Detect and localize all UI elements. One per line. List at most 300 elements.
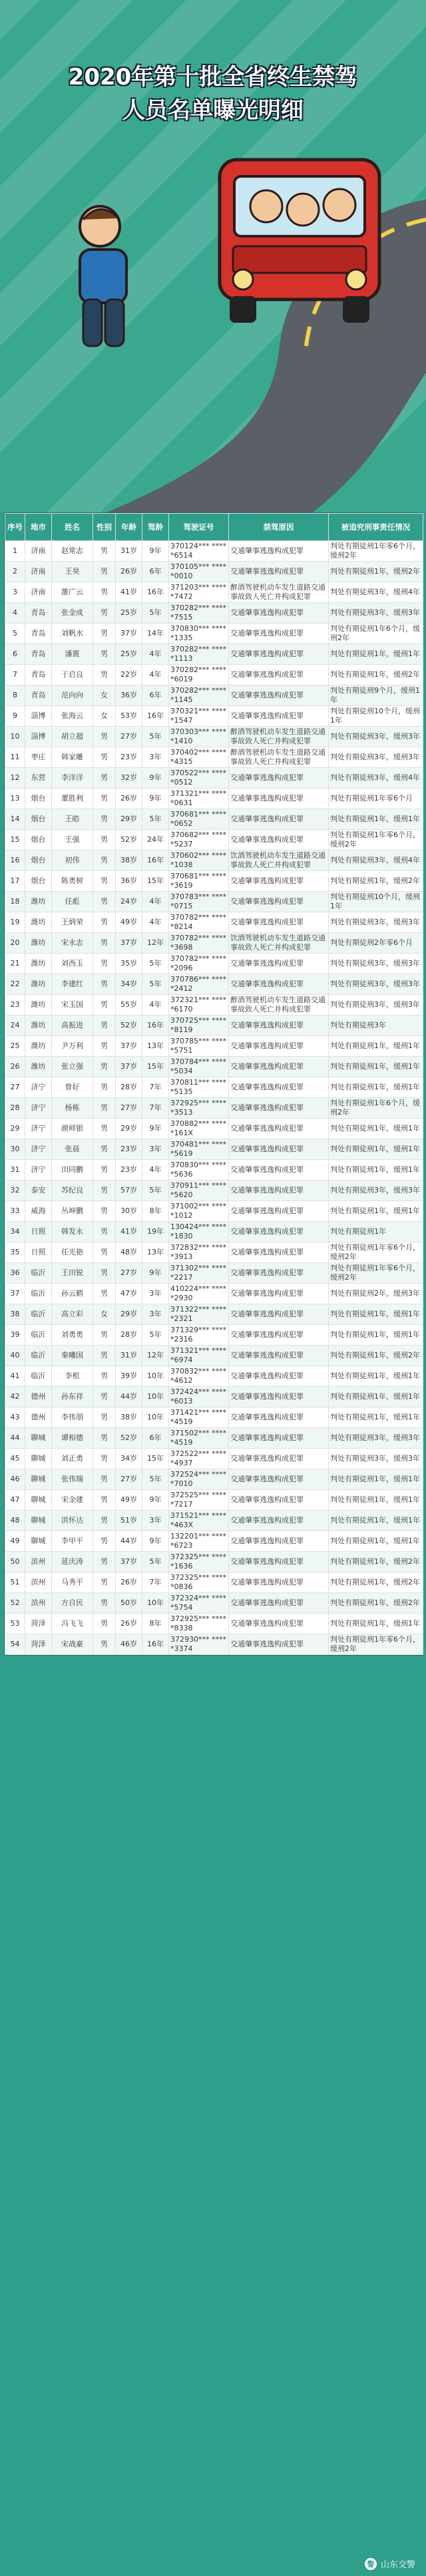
- cell-col-name: 陈勇树: [52, 871, 93, 892]
- cell-col-name: 宋永志: [52, 933, 93, 954]
- cell-col-penalty: 判处有期徒刑1年零6个月，缓刑2年: [329, 1634, 423, 1655]
- cell-col-driving-years: 9年: [142, 1531, 169, 1552]
- cell-col-name: 苏纪良: [52, 1181, 93, 1201]
- cell-col-index: 15: [5, 830, 25, 850]
- cell-col-gender: 男: [93, 1346, 116, 1366]
- cell-col-gender: 男: [93, 1098, 116, 1119]
- cell-col-name: 李甲平: [52, 1531, 93, 1552]
- header-col-city: 地市: [25, 514, 52, 541]
- cell-col-reason: 交通肇事逃逸构成犯罪: [229, 1325, 329, 1346]
- cell-col-penalty: 判处有期徒刑3年，缓刑3年: [329, 912, 423, 933]
- cell-col-age: 37岁: [116, 624, 142, 644]
- cell-col-age: 30岁: [116, 1201, 142, 1222]
- cell-col-index: 3: [5, 582, 25, 603]
- cell-col-penalty: 判处有期徒刑1年零6个月，缓刑2年: [329, 541, 423, 562]
- cell-col-gender: 男: [93, 1572, 116, 1593]
- table-row: [5, 1531, 423, 1552]
- cell-col-index: 41: [5, 1366, 25, 1387]
- cell-col-license: 370303*** *****1410: [169, 727, 229, 747]
- cell-col-name: 任光艳: [52, 1242, 93, 1263]
- cell-col-driving-years: 5年: [142, 809, 169, 830]
- cell-col-driving-years: 3年: [142, 747, 169, 768]
- cell-col-penalty: 判处有期徒刑3年，缓刑3年: [329, 974, 423, 995]
- cell-col-gender: 男: [93, 665, 116, 685]
- table-row: [5, 1057, 423, 1077]
- cell-col-name: 马秀平: [52, 1572, 93, 1593]
- cell-col-gender: 男: [93, 1407, 116, 1428]
- cell-col-license: 370681*** *****0652: [169, 809, 229, 830]
- cell-col-index: 44: [5, 1428, 25, 1449]
- cell-col-penalty: 判处有期徒刑3年，缓刑3年: [329, 954, 423, 974]
- cell-col-reason: 交通肇事逃逸构成犯罪: [229, 954, 329, 974]
- cell-col-index: 45: [5, 1449, 25, 1469]
- cell-col-city: 淄博: [25, 706, 52, 727]
- cell-col-index: 32: [5, 1181, 25, 1201]
- brand-watermark: [365, 2557, 415, 2570]
- cell-col-reason: 交通肇事逃逸构成犯罪: [229, 1428, 329, 1449]
- cell-col-reason: 交通肇事逃逸构成犯罪: [229, 1552, 329, 1572]
- cell-col-city: 滨州: [25, 1552, 52, 1572]
- cell-col-driving-years: 8年: [142, 1201, 169, 1222]
- cell-col-license: 371322*** *****2321: [169, 1304, 229, 1325]
- cell-col-penalty: 判处有期徒刑1年，缓刑1年: [329, 1614, 423, 1634]
- cell-col-penalty: 判处有期徒刑1年，缓刑1年: [329, 1057, 423, 1077]
- cell-col-driving-years: 4年: [142, 665, 169, 685]
- cell-col-license: 370782*** *****2096: [169, 954, 229, 974]
- cell-col-driving-years: 16年: [142, 850, 169, 871]
- cell-col-reason: 交通肇事逃逸构成犯罪: [229, 1407, 329, 1428]
- cell-col-name: 王强: [52, 830, 93, 850]
- cell-col-driving-years: 9年: [142, 1263, 169, 1284]
- cell-col-penalty: 判处有期徒刑1年，缓刑1年: [329, 1366, 423, 1387]
- cell-col-driving-years: 9年: [142, 1119, 169, 1139]
- table-row: [5, 954, 423, 974]
- cell-col-license: 370882*** *****161X: [169, 1119, 229, 1139]
- cell-col-name: 宋玉国: [52, 995, 93, 1015]
- cell-col-gender: 男: [93, 974, 116, 995]
- cell-col-index: 36: [5, 1263, 25, 1284]
- cell-col-age: 44岁: [116, 1387, 142, 1407]
- cell-col-index: 31: [5, 1160, 25, 1181]
- cell-col-penalty: 判处有期徒刑10个月，缓刑1年: [329, 892, 423, 912]
- cell-col-penalty: 判处有期徒刑1年零6个月，缓刑2年: [329, 830, 423, 850]
- cell-col-license: 370522*** *****0512: [169, 768, 229, 789]
- cell-col-index: 53: [5, 1614, 25, 1634]
- cell-col-age: 57岁: [116, 1181, 142, 1201]
- table-row: [5, 1181, 423, 1201]
- cell-col-license: 370911*** *****5620: [169, 1181, 229, 1201]
- cell-col-age: 36岁: [116, 871, 142, 892]
- page-subtitle: 人员名单曝光明细: [122, 97, 304, 124]
- cell-col-age: 31岁: [116, 541, 142, 562]
- header-col-driving-years: 驾龄: [142, 514, 169, 541]
- cell-col-name: 初伟: [52, 850, 93, 871]
- cell-col-license: 371521*** *****463X: [169, 1511, 229, 1531]
- cell-col-city: 潍坊: [25, 1057, 52, 1077]
- table-row: [5, 603, 423, 624]
- cell-col-city: 聊城: [25, 1511, 52, 1531]
- table-row: [5, 1449, 423, 1469]
- cell-col-name: 李根: [52, 1366, 93, 1387]
- cell-col-penalty: 判处有期徒刑1年，缓刑1年: [329, 1160, 423, 1181]
- cell-col-age: 52岁: [116, 1428, 142, 1449]
- cell-col-license: 370602*** *****1038: [169, 850, 229, 871]
- cell-col-index: 39: [5, 1325, 25, 1346]
- table-row: [5, 1284, 423, 1304]
- cell-col-index: 52: [5, 1593, 25, 1614]
- cell-col-city: 济宁: [25, 1139, 52, 1160]
- cell-col-name: 张海云: [52, 706, 93, 727]
- cell-col-reason: 交通肇事逃逸构成犯罪: [229, 603, 329, 624]
- cell-col-penalty: 判处有期徒刑1年，缓刑1年: [329, 1407, 423, 1428]
- cell-col-gender: 女: [93, 1304, 116, 1325]
- cell-col-gender: 男: [93, 1139, 116, 1160]
- cell-col-penalty: 判处有期徒刑3年，缓刑4年: [329, 850, 423, 871]
- cell-col-city: 聊城: [25, 1490, 52, 1511]
- cell-col-name: 王昊: [52, 562, 93, 582]
- cell-col-index: 6: [5, 644, 25, 665]
- cell-col-city: 济宁: [25, 1077, 52, 1098]
- cell-col-penalty: 判处有期徒刑1年: [329, 1222, 423, 1242]
- cell-col-age: 37岁: [116, 1036, 142, 1057]
- table-row: [5, 727, 423, 747]
- table-row: [5, 582, 423, 603]
- cell-col-driving-years: 14年: [142, 624, 169, 644]
- cell-col-age: 23岁: [116, 1139, 142, 1160]
- cell-col-name: 王皓: [52, 809, 93, 830]
- table-row: [5, 933, 423, 954]
- cell-col-driving-years: 15年: [142, 1057, 169, 1077]
- cell-col-driving-years: 10年: [142, 1387, 169, 1407]
- cell-col-index: 2: [5, 562, 25, 582]
- cell-col-city: 潍坊: [25, 974, 52, 995]
- table-row: [5, 1160, 423, 1181]
- cell-col-name: 任彪: [52, 892, 93, 912]
- cell-col-index: 9: [5, 706, 25, 727]
- cell-col-gender: 男: [93, 1366, 116, 1387]
- cell-col-index: 48: [5, 1511, 25, 1531]
- table-row: [5, 1325, 423, 1346]
- cell-col-penalty: 判处有期徒刑3年，缓刑4年: [329, 582, 423, 603]
- cell-col-gender: 男: [93, 768, 116, 789]
- cell-col-penalty: 判处有期徒刑1年零6个月，缓刑2年: [329, 1242, 423, 1263]
- cell-col-license: 371002*** *****1012: [169, 1201, 229, 1222]
- cell-col-index: 33: [5, 1201, 25, 1222]
- cell-col-gender: 男: [93, 1201, 116, 1222]
- cell-col-reason: 交通肇事逃逸构成犯罪: [229, 1201, 329, 1222]
- cell-col-gender: 男: [93, 1325, 116, 1346]
- cell-col-city: 青岛: [25, 624, 52, 644]
- cell-col-driving-years: 4年: [142, 912, 169, 933]
- table-row: [5, 1387, 423, 1407]
- cell-col-city: 烟台: [25, 850, 52, 871]
- police-badge-icon: 警: [365, 2558, 377, 2570]
- cell-col-index: 8: [5, 685, 25, 706]
- cell-col-gender: 男: [93, 1077, 116, 1098]
- cell-col-age: 53岁: [116, 706, 142, 727]
- cell-col-reason: 交通肇事逃逸构成犯罪: [229, 665, 329, 685]
- cell-col-penalty: 判处有期徒刑1年，缓刑1年: [329, 1531, 423, 1552]
- cell-col-gender: 男: [93, 1634, 116, 1655]
- cell-col-license: 372525*** *****7217: [169, 1490, 229, 1511]
- cell-col-license: 372324*** *****5754: [169, 1593, 229, 1614]
- cell-col-reason: 饮酒驾驶机动车发生道路交通事故致人死亡并构成犯罪: [229, 850, 329, 871]
- cell-col-penalty: 判处有期徒刑1年，缓刑1年: [329, 1304, 423, 1325]
- cell-col-age: 37岁: [116, 933, 142, 954]
- cell-col-penalty: 判处有期徒刑1年，缓刑1年: [329, 1139, 423, 1160]
- table-row: [5, 541, 423, 562]
- cell-col-age: 37岁: [116, 1552, 142, 1572]
- cell-col-index: 35: [5, 1242, 25, 1263]
- cell-col-penalty: 判处有期徒刑1年，缓刑1年: [329, 1077, 423, 1098]
- cell-col-license: 371203*** *****7472: [169, 582, 229, 603]
- table-header-row: [5, 514, 423, 541]
- cell-col-age: 44岁: [116, 1531, 142, 1552]
- cell-col-penalty: 判处有期徒刑1年，缓刑1年: [329, 1387, 423, 1407]
- cell-col-index: 34: [5, 1222, 25, 1242]
- cell-col-age: 35岁: [116, 954, 142, 974]
- ban-list-table: [5, 513, 423, 1655]
- table-row: [5, 1139, 423, 1160]
- cell-col-name: 李伟朋: [52, 1407, 93, 1428]
- header-col-penalty: 被追究刑事责任情况: [329, 514, 423, 541]
- cell-col-penalty: 判处有期徒刑1年，缓刑2年: [329, 1346, 423, 1366]
- cell-col-gender: 男: [93, 1511, 116, 1531]
- cell-col-driving-years: 3年: [142, 1304, 169, 1325]
- cell-col-name: 刘勇勇: [52, 1325, 93, 1346]
- cell-col-index: 25: [5, 1036, 25, 1057]
- cell-col-city: 青岛: [25, 644, 52, 665]
- cell-col-name: 田同鹏: [52, 1160, 93, 1181]
- cell-col-age: 24岁: [116, 892, 142, 912]
- cell-col-gender: 男: [93, 1490, 116, 1511]
- header-col-reason: 禁驾原因: [229, 514, 329, 541]
- cell-col-penalty: 判处有期徒刑1年，缓刑1年: [329, 1325, 423, 1346]
- cell-col-index: 10: [5, 727, 25, 747]
- cell-col-license: 371502*** *****4519: [169, 1428, 229, 1449]
- cell-col-age: 27岁: [116, 1469, 142, 1490]
- cell-col-name: 刘帆水: [52, 624, 93, 644]
- cell-col-license: 370832*** *****4612: [169, 1366, 229, 1387]
- cell-col-city: 烟台: [25, 871, 52, 892]
- cell-col-index: 47: [5, 1490, 25, 1511]
- cell-col-driving-years: 5年: [142, 1552, 169, 1572]
- table-row: [5, 1469, 423, 1490]
- cell-col-index: 26: [5, 1057, 25, 1077]
- cell-col-age: 46岁: [116, 1634, 142, 1655]
- cell-col-age: 34岁: [116, 974, 142, 995]
- cell-col-license: 370783*** *****0715: [169, 892, 229, 912]
- cell-col-age: 41岁: [116, 582, 142, 603]
- cell-col-age: 27岁: [116, 1098, 142, 1119]
- cell-col-age: 28岁: [116, 1325, 142, 1346]
- cell-col-penalty: 判处有期徒刑3年，缓刑3年: [329, 995, 423, 1015]
- cell-col-city: 日照: [25, 1242, 52, 1263]
- cell-col-gender: 男: [93, 1015, 116, 1036]
- cell-col-license: 371321*** *****0631: [169, 789, 229, 809]
- cell-col-reason: 交通肇事逃逸构成犯罪: [229, 974, 329, 995]
- cell-col-name: 杨栋: [52, 1098, 93, 1119]
- table-row: [5, 1428, 423, 1449]
- cell-col-license: 372524*** *****7010: [169, 1469, 229, 1490]
- cell-col-index: 1: [5, 541, 25, 562]
- cell-col-driving-years: 5年: [142, 603, 169, 624]
- cell-col-license: 372424*** *****6013: [169, 1387, 229, 1407]
- cell-col-city: 潍坊: [25, 954, 52, 974]
- table-row: [5, 1263, 423, 1284]
- cell-col-penalty: 判处有期徒刑1年，缓刑1年: [329, 809, 423, 830]
- cell-col-age: 31岁: [116, 1346, 142, 1366]
- cell-col-reason: 交通肇事逃逸构成犯罪: [229, 1242, 329, 1263]
- cell-col-penalty: 判处有期徒刑1年，缓刑2年: [329, 871, 423, 892]
- table-row: [5, 830, 423, 850]
- cell-col-index: 50: [5, 1552, 25, 1572]
- cell-col-penalty: 判处有期徒刑1年6个月，缓刑2年: [329, 624, 423, 644]
- cell-col-license: 370681*** *****3619: [169, 871, 229, 892]
- table-row: [5, 809, 423, 830]
- cell-col-reason: 交通肇事逃逸构成犯罪: [229, 1284, 329, 1304]
- cell-col-city: 潍坊: [25, 933, 52, 954]
- cell-col-index: 43: [5, 1407, 25, 1428]
- cell-col-city: 临沂: [25, 1304, 52, 1325]
- cell-col-age: 55岁: [116, 995, 142, 1015]
- cell-col-license: 370811*** *****5135: [169, 1077, 229, 1098]
- cell-col-index: 21: [5, 954, 25, 974]
- cell-col-age: 34岁: [116, 1449, 142, 1469]
- cell-col-name: 方自民: [52, 1593, 93, 1614]
- cell-col-license: 370282*** *****1113: [169, 644, 229, 665]
- cell-col-license: 370785*** *****5751: [169, 1036, 229, 1057]
- cell-col-driving-years: 4年: [142, 644, 169, 665]
- cell-col-name: 颜师银: [52, 1119, 93, 1139]
- cell-col-license: 372325*** *****0836: [169, 1572, 229, 1593]
- cell-col-index: 18: [5, 892, 25, 912]
- cell-col-driving-years: 5年: [142, 1181, 169, 1201]
- page-title: 2020年第十批全省终生禁驾: [68, 64, 358, 91]
- table-body: [5, 541, 423, 1655]
- table-row: [5, 624, 423, 644]
- cell-col-age: 50岁: [116, 1593, 142, 1614]
- cell-col-index: 7: [5, 665, 25, 685]
- cell-col-city: 临沂: [25, 1346, 52, 1366]
- cell-col-gender: 女: [93, 685, 116, 706]
- cell-col-city: 临沂: [25, 1325, 52, 1346]
- cell-col-name: 韩发永: [52, 1222, 93, 1242]
- cell-col-index: 30: [5, 1139, 25, 1160]
- cell-col-name: 宋金建: [52, 1490, 93, 1511]
- cell-col-license: 370402*** *****4315: [169, 747, 229, 768]
- cell-col-reason: 交通肇事逃逸构成犯罪: [229, 1119, 329, 1139]
- cell-col-index: 16: [5, 850, 25, 871]
- cell-col-city: 潍坊: [25, 995, 52, 1015]
- cell-col-age: 37岁: [116, 1057, 142, 1077]
- cell-col-reason: 交通肇事逃逸构成犯罪: [229, 1139, 329, 1160]
- cell-col-reason: 饮酒驾驶机动车发生道路交通事故致人死亡并构成犯罪: [229, 933, 329, 954]
- cell-col-name: 于启良: [52, 665, 93, 685]
- cell-col-name: 曾好: [52, 1077, 93, 1098]
- cell-col-driving-years: 4年: [142, 1160, 169, 1181]
- cell-col-penalty: 判处有期徒刑3年，缓刑3年: [329, 1181, 423, 1201]
- cell-col-city: 临沂: [25, 1284, 52, 1304]
- header-col-index: 序号: [5, 514, 25, 541]
- cell-col-reason: 交通肇事逃逸构成犯罪: [229, 1346, 329, 1366]
- cell-col-gender: 男: [93, 1263, 116, 1284]
- cell-col-penalty: 判处有期徒刑1年，缓刑1年: [329, 1036, 423, 1057]
- cell-col-gender: 男: [93, 933, 116, 954]
- cell-col-gender: 男: [93, 892, 116, 912]
- cell-col-gender: 男: [93, 1036, 116, 1057]
- cell-col-city: 青岛: [25, 665, 52, 685]
- cell-col-reason: 交通肇事逃逸构成犯罪: [229, 624, 329, 644]
- cell-col-index: 27: [5, 1077, 25, 1098]
- cell-col-penalty: 判处有期徒刑9个月，缓刑1年: [329, 685, 423, 706]
- hero-banner: [0, 0, 426, 512]
- footer-bar: [0, 2552, 426, 2576]
- cell-col-age: 22岁: [116, 665, 142, 685]
- cell-col-index: 28: [5, 1098, 25, 1119]
- cell-col-age: 38岁: [116, 1407, 142, 1428]
- table-row: [5, 768, 423, 789]
- cell-col-index: 29: [5, 1119, 25, 1139]
- cell-col-city: 潍坊: [25, 912, 52, 933]
- table-row: [5, 747, 423, 768]
- table-row: [5, 1222, 423, 1242]
- table-row: [5, 562, 423, 582]
- cell-col-name: 孙东祥: [52, 1387, 93, 1407]
- cell-col-license: 370282*** *****1145: [169, 685, 229, 706]
- cell-col-reason: 交通肇事逃逸构成犯罪: [229, 1015, 329, 1036]
- cell-col-penalty: 判处有期徒刑2年，缓刑3年: [329, 1284, 423, 1304]
- cell-col-driving-years: 6年: [142, 562, 169, 582]
- cell-col-reason: 交通肇事逃逸构成犯罪: [229, 1077, 329, 1098]
- cell-col-city: 聊城: [25, 1531, 52, 1552]
- table-row: [5, 1490, 423, 1511]
- cell-col-city: 泰安: [25, 1181, 52, 1201]
- cell-col-gender: 男: [93, 1531, 116, 1552]
- cell-col-gender: 男: [93, 912, 116, 933]
- cell-col-gender: 女: [93, 706, 116, 727]
- cell-col-gender: 男: [93, 1593, 116, 1614]
- cell-col-gender: 男: [93, 1057, 116, 1077]
- cell-col-age: 26岁: [116, 1614, 142, 1634]
- cell-col-city: 淄博: [25, 727, 52, 747]
- cell-col-age: 52岁: [116, 1015, 142, 1036]
- cell-col-reason: 交通肇事逃逸构成犯罪: [229, 1469, 329, 1490]
- cell-col-name: 李建红: [52, 974, 93, 995]
- table-row: [5, 789, 423, 809]
- cell-col-driving-years: 5年: [142, 727, 169, 747]
- cell-col-reason: 交通肇事逃逸构成犯罪: [229, 1387, 329, 1407]
- cell-col-driving-years: 13年: [142, 1036, 169, 1057]
- cell-col-index: 17: [5, 871, 25, 892]
- cell-col-index: 4: [5, 603, 25, 624]
- table-row: [5, 1304, 423, 1325]
- cell-col-license: 372930*** *****3374: [169, 1634, 229, 1655]
- cell-col-license: 370830*** *****1335: [169, 624, 229, 644]
- cell-col-penalty: 判处有期徒刑1年零6个月，缓刑2年: [329, 1263, 423, 1284]
- table-row: [5, 995, 423, 1015]
- cell-col-license: 410224*** *****2930: [169, 1284, 229, 1304]
- cell-col-index: 38: [5, 1304, 25, 1325]
- cell-col-driving-years: 10年: [142, 1407, 169, 1428]
- cell-col-driving-years: 10年: [142, 1593, 169, 1614]
- cell-col-penalty: 判处有期徒刑1年，缓刑2年: [329, 1572, 423, 1593]
- cell-col-driving-years: 9年: [142, 789, 169, 809]
- cell-col-reason: 交通肇事逃逸构成犯罪: [229, 685, 329, 706]
- cell-col-name: 韩家雕: [52, 747, 93, 768]
- cell-col-driving-years: 16年: [142, 582, 169, 603]
- cell-col-reason: 醉酒驾驶机动车发生道路交通事故致人死亡并构成犯罪: [229, 995, 329, 1015]
